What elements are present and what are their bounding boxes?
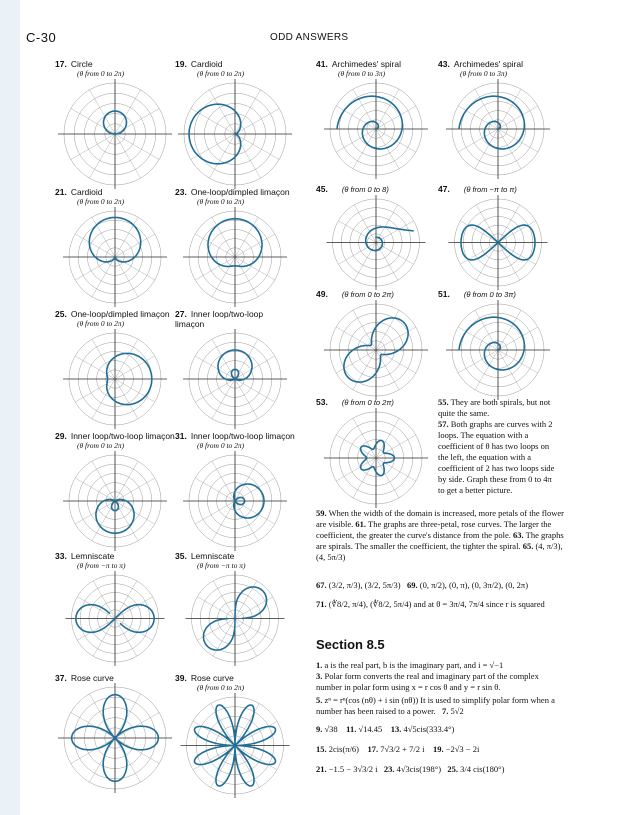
graph-number: 33. <box>55 551 67 561</box>
graph-label: Inner loop/two-loop limaçon <box>190 431 295 441</box>
grid-spoke <box>115 581 137 619</box>
grid-spoke <box>90 134 116 178</box>
graph-range: (θ from 0 to 2π) <box>341 290 394 299</box>
grid-spoke <box>475 129 498 169</box>
grid-spoke <box>235 501 258 541</box>
grid-spoke <box>235 134 279 160</box>
graph-number: 47. <box>438 184 450 194</box>
graph-number: 19. <box>175 59 187 69</box>
grid-spoke <box>336 129 376 152</box>
page-title: ODD ANSWERS <box>270 32 349 43</box>
grid-spoke <box>93 619 115 657</box>
graph-number: 27. <box>175 309 187 319</box>
grid-spoke <box>460 243 498 265</box>
grid-spoke <box>235 746 259 788</box>
grid-spoke <box>498 310 521 350</box>
grid-spoke <box>376 458 399 498</box>
grid-spoke <box>212 501 235 541</box>
graph-23 <box>175 187 295 307</box>
answer-55: 55. They are both spirals, but not quite the same. <box>438 397 551 418</box>
grid-spoke <box>75 379 115 402</box>
graph-45 <box>316 184 436 290</box>
graph-35 <box>175 551 295 666</box>
graph-range: (θ from 0 to 8) <box>341 185 389 194</box>
polar-plot <box>316 195 436 290</box>
polar-plot <box>55 571 175 666</box>
grid-spoke <box>376 106 416 129</box>
grid-spoke <box>115 478 155 501</box>
graph-27 <box>175 309 295 429</box>
grid-spoke <box>115 501 155 524</box>
page-number: C-30 <box>26 30 57 45</box>
graph-label: One-loop/dimpled limaçon <box>70 309 170 319</box>
grid-spoke <box>235 619 273 641</box>
grid-spoke <box>353 418 376 458</box>
grid-spoke <box>115 339 138 379</box>
grid-spoke <box>376 327 416 350</box>
grid-spoke <box>235 703 259 745</box>
grid-spoke <box>212 217 235 257</box>
polar-curve <box>337 96 402 149</box>
graph-17 <box>55 59 175 189</box>
graph-number: 17. <box>55 59 67 69</box>
grid-spoke <box>115 713 159 739</box>
graph-number: 37. <box>55 673 67 683</box>
graph-label: Cardioid <box>190 59 223 69</box>
graph-number: 51. <box>438 289 450 299</box>
grid-spoke <box>115 694 141 738</box>
answer-59-63 <box>316 508 566 563</box>
grid-spoke <box>498 243 536 265</box>
graph-number: 21. <box>55 187 67 197</box>
graph-number: 23. <box>175 187 187 197</box>
graph-43 <box>438 59 558 179</box>
grid-spoke <box>90 738 116 782</box>
grid-spoke <box>90 694 116 738</box>
grid-spoke <box>93 581 115 619</box>
graph-range: (θ from 0 to 2π) <box>341 398 394 407</box>
polar-plot <box>175 693 295 798</box>
section-heading: Section 8.5 <box>316 637 385 652</box>
grid-spoke <box>498 205 520 243</box>
polar-plot <box>55 207 175 307</box>
grid-spoke <box>115 257 155 280</box>
grid-spoke <box>235 746 277 770</box>
grid-spoke <box>235 109 279 135</box>
grid-spoke <box>92 257 115 297</box>
graph-range: (θ from 0 to 2π) <box>77 319 125 328</box>
answer-67-71 <box>316 580 566 610</box>
grid-spoke <box>235 721 277 745</box>
graph-label: Rose curve <box>190 673 234 683</box>
graph-number: 53. <box>316 397 328 407</box>
graph-range: (θ from 0 to 2π) <box>197 683 245 692</box>
grid-spoke <box>498 327 538 350</box>
polar-plot <box>316 408 436 508</box>
grid-spoke <box>235 379 258 419</box>
grid-spoke <box>193 746 235 770</box>
graph-47 <box>438 184 558 290</box>
grid-spoke <box>115 257 138 297</box>
answer-s9-13: 9. √38 11. √14.45 13. 4√5cis(333.4°) <box>316 724 455 734</box>
grid-spoke <box>353 129 376 169</box>
grid-spoke <box>376 350 416 373</box>
grid-spoke <box>354 205 376 243</box>
grid-spoke <box>336 435 376 458</box>
grid-spoke <box>211 703 235 745</box>
grid-spoke <box>458 327 498 350</box>
polar-curve <box>459 96 524 149</box>
answer-71: 71. (∜8/2, π/4), (∜8/2, 5π/4) and at θ = 3π/4, 7π/4 since r is squared <box>316 599 545 609</box>
answer-s3: 3. Polar form converts the real and imaginary part of the complex number in polar form using x = r cos θ and y = r sin θ. <box>316 671 539 692</box>
grid-spoke <box>92 461 115 501</box>
grid-spoke <box>475 310 498 350</box>
grid-spoke <box>75 501 115 524</box>
grid-spoke <box>376 418 399 458</box>
graph-41 <box>316 59 436 179</box>
graph-label: Cardioid <box>70 187 103 197</box>
graph-label: Inner loop/two-loop limaçon <box>70 431 175 441</box>
grid-spoke <box>75 234 115 257</box>
grid-spoke <box>115 379 138 419</box>
graph-number: 29. <box>55 431 67 441</box>
grid-spoke <box>115 134 141 178</box>
grid-spoke <box>235 217 258 257</box>
grid-spoke <box>210 134 236 178</box>
graph-range: (θ from 0 to 2π) <box>77 69 125 78</box>
grid-spoke <box>475 89 498 129</box>
grid-spoke <box>115 619 137 657</box>
grid-spoke <box>235 234 275 257</box>
grid-spoke <box>353 310 376 350</box>
page-edge <box>0 0 20 815</box>
grid-spoke <box>235 134 261 178</box>
graph-25 <box>55 309 175 429</box>
graph-51 <box>438 289 558 400</box>
grid-spoke <box>71 134 115 160</box>
graph-label: Inner loop/two-loop limaçon <box>175 309 264 329</box>
grid-spoke <box>195 379 235 402</box>
graph-label: Circle <box>70 59 93 69</box>
grid-spoke <box>458 350 498 373</box>
graph-range: (θ from 0 to 3π) <box>460 69 508 78</box>
grid-spoke <box>211 746 235 788</box>
grid-spoke <box>212 461 235 501</box>
grid-spoke <box>197 597 235 619</box>
answer-63: 63. The graphs are spirals. The smaller the coefficient, the tighter the spiral. <box>316 530 564 551</box>
graph-19 <box>175 59 295 189</box>
grid-spoke <box>235 356 275 379</box>
graph-label: Archimedes' spiral <box>331 59 402 69</box>
grid-spoke <box>195 501 235 524</box>
grid-spoke <box>376 89 399 129</box>
grid-spoke <box>458 106 498 129</box>
grid-spoke <box>193 721 235 745</box>
grid-spoke <box>115 738 159 764</box>
graph-range: (θ from 0 to 2π) <box>197 69 245 78</box>
grid-spoke <box>376 205 398 243</box>
polar-plot <box>438 79 558 179</box>
polar-plot <box>55 329 175 429</box>
grid-spoke <box>115 738 141 782</box>
polar-plot <box>316 300 436 400</box>
polar-plot <box>175 451 295 551</box>
grid-spoke <box>71 738 115 764</box>
grid-spoke <box>376 350 399 390</box>
graph-number: 35. <box>175 551 187 561</box>
answer-s5: 5. zⁿ = rⁿ(cos (nθ) + i sin (nθ)) It is used to simplify polar form when a number has been raised to a power. 7. 5√2 <box>316 695 555 716</box>
graph-number: 45. <box>316 184 328 194</box>
answer-s15-19: 15. 2cis(π/6) 17. 7√3/2 + 7/2 i 19. −2√3 − 2i <box>316 744 480 754</box>
grid-spoke <box>498 221 536 243</box>
grid-spoke <box>353 350 376 390</box>
grid-spoke <box>115 461 138 501</box>
grid-spoke <box>235 90 261 134</box>
grid-spoke <box>195 478 235 501</box>
grid-spoke <box>75 478 115 501</box>
graph-label: Lemniscate <box>190 551 235 561</box>
graph-29 <box>55 431 175 551</box>
graph-31 <box>175 431 295 551</box>
grid-spoke <box>460 221 498 243</box>
grid-spoke <box>195 234 235 257</box>
grid-spoke <box>354 243 376 281</box>
grid-spoke <box>115 217 138 257</box>
grid-spoke <box>235 461 258 501</box>
graph-range: (θ from 0 to 2π) <box>197 197 245 206</box>
graph-label: Archimedes' spiral <box>453 59 524 69</box>
grid-spoke <box>338 243 376 265</box>
polar-plot <box>438 195 558 290</box>
graph-range: (θ from 0 to 2π) <box>77 197 125 206</box>
grid-spoke <box>210 90 236 134</box>
graph-range: (θ from −π to π) <box>463 185 517 194</box>
grid-spoke <box>498 89 521 129</box>
grid-spoke <box>336 458 376 481</box>
grid-spoke <box>71 713 115 739</box>
polar-plot <box>55 683 175 793</box>
grid-spoke <box>458 129 498 152</box>
graph-21 <box>55 187 175 307</box>
graph-39 <box>175 673 295 798</box>
grid-spoke <box>498 243 520 281</box>
answer-57: 57. Both graphs are curves with 2 loops. The equation with a coefficient of θ has two loops on the left, the equation with a coefficient of 2 has two loops side by side. Graph these from 0 to 4π to get a better picture. <box>438 419 555 495</box>
grid-spoke <box>75 356 115 379</box>
polar-plot <box>175 79 295 189</box>
graph-range: (θ from 0 to 3π) <box>463 290 516 299</box>
answer-59: 59. When the width of the domain is increased, more petals of the flower are visible. <box>316 508 564 529</box>
grid-spoke <box>235 619 257 657</box>
grid-spoke <box>212 379 235 419</box>
graph-range: (θ from −π to π) <box>197 561 246 570</box>
polar-plot <box>55 451 175 551</box>
polar-plot <box>175 207 295 307</box>
graph-number: 39. <box>175 673 187 683</box>
polar-plot <box>175 571 295 666</box>
graph-number: 25. <box>55 309 67 319</box>
graph-range: (θ from −π to π) <box>77 561 126 570</box>
graph-37 <box>55 673 175 793</box>
graph-label: Rose curve <box>70 673 114 683</box>
grid-spoke <box>353 458 376 498</box>
grid-spoke <box>92 217 115 257</box>
graph-label: One-loop/dimpled limaçon <box>190 187 290 197</box>
graph-range: (θ from 0 to 2π) <box>77 441 125 450</box>
grid-spoke <box>475 350 498 390</box>
grid-spoke <box>213 581 235 619</box>
answer-s21-25: 21. −1.5 − 3√3/2 i 23. 4√3cis(198°) 25. 3/4 cis(180°) <box>316 764 505 774</box>
grid-spoke <box>336 327 376 350</box>
polar-plot <box>55 79 175 189</box>
polar-plot <box>175 329 295 429</box>
grid-spoke <box>212 257 235 297</box>
grid-spoke <box>336 350 376 373</box>
grid-spoke <box>75 257 115 280</box>
answer-s1: 1. a is the real part, b is the imaginary part, and i = √−1 <box>316 660 504 670</box>
grid-spoke <box>195 356 235 379</box>
graph-range: (θ from 0 to 3π) <box>338 69 386 78</box>
polar-plot <box>438 300 558 400</box>
grid-spoke <box>476 243 498 281</box>
answer-65: 65. (4, π/3), (4, 5π/3) <box>316 541 563 562</box>
grid-spoke <box>376 435 416 458</box>
grid-spoke <box>115 134 159 160</box>
graph-label: Lemniscate <box>70 551 115 561</box>
polar-curve <box>366 227 414 251</box>
polar-curve <box>459 317 524 370</box>
answer-61: 61. The graphs are three-petal, rose curves. The larger the coefficient, the greater the curve's distance from the pole. <box>316 519 552 540</box>
graph-53 <box>316 397 436 508</box>
graph-number: 31. <box>175 431 187 441</box>
grid-spoke <box>115 234 155 257</box>
graph-range: (θ from 0 to 2π) <box>197 441 245 450</box>
grid-spoke <box>498 106 538 129</box>
grid-spoke <box>376 310 399 350</box>
grid-spoke <box>235 257 258 297</box>
grid-spoke <box>376 458 416 481</box>
answer-67-69: 67. (3/2, π/3), (3/2, 5π/3) 69. (0, π/2), (0, π), (0, 3π/2), (0, 2π) <box>316 580 529 590</box>
grid-spoke <box>353 89 376 129</box>
answer-55-57 <box>438 397 558 496</box>
grid-spoke <box>235 379 275 402</box>
grid-spoke <box>476 205 498 243</box>
graph-number: 43. <box>438 59 450 69</box>
polar-plot <box>316 79 436 179</box>
grid-spoke <box>336 106 376 129</box>
graph-number: 49. <box>316 289 328 299</box>
graph-number: 41. <box>316 59 328 69</box>
graph-49 <box>316 289 436 400</box>
graph-33 <box>55 551 175 666</box>
